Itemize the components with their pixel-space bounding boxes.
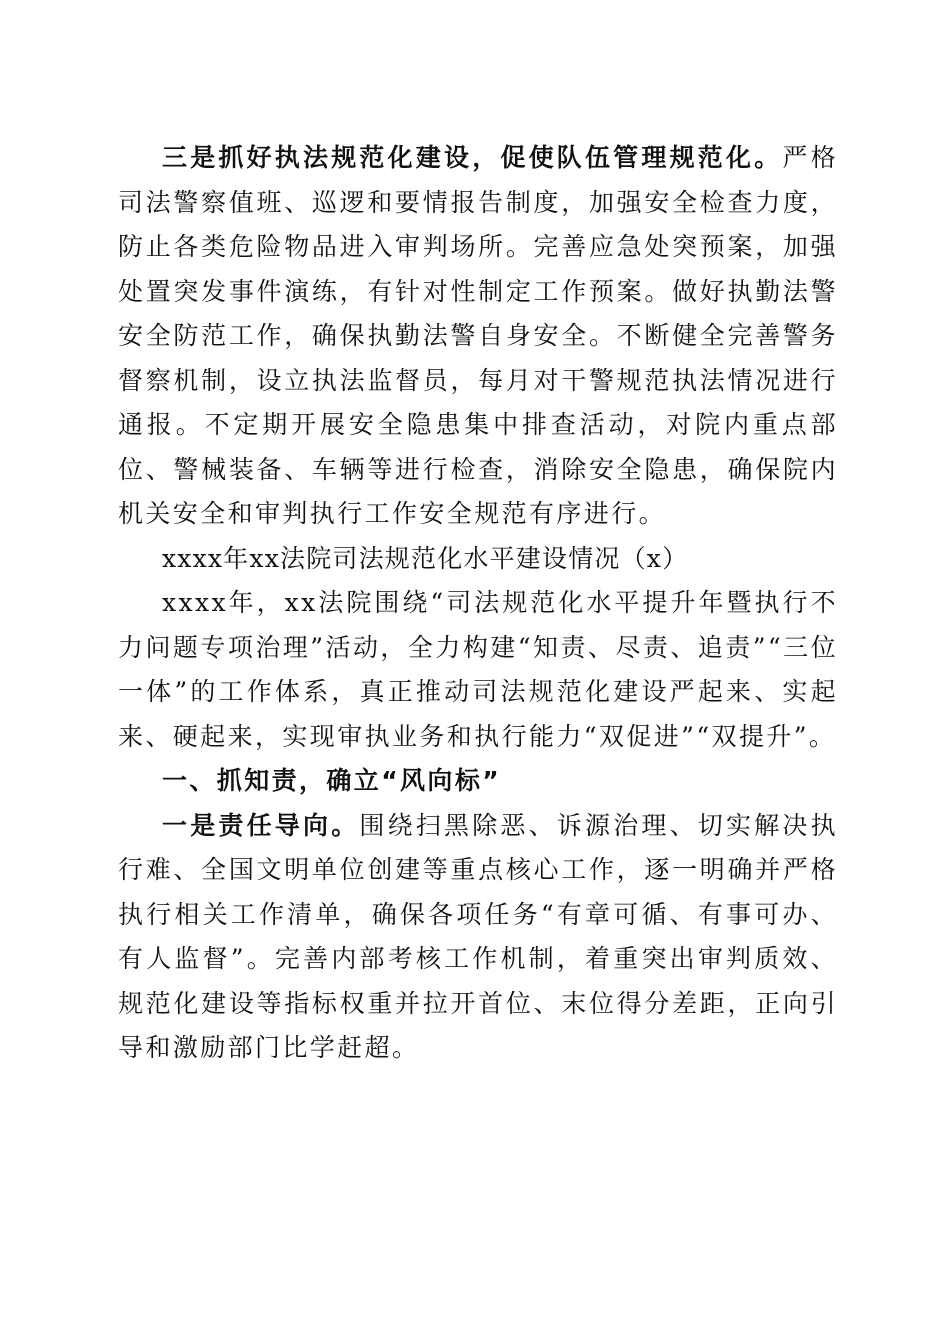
paragraph-body-text: 围绕扫黑除恶、诉源治理、切实解决执行难、全国文明单位创建等重点核心工作，逐一明确并严格执行相关工作清单，确保各项任务“有章可循、有事可办、有人监督”。完善内部考核工作机制，着重突出审判质效、规范化建设等指标权重并拉开首位、末位得分差距，正向引导和激励部门比学赶超。 <box>118 810 838 1062</box>
paragraph-lead-bold: 一是责任导向。 <box>162 810 360 840</box>
document-body <box>118 136 838 1071</box>
paragraph-overview: xxxx年，xx法院围绕“司法规范化水平提升年暨执行不力问题专项治理”活动，全力构建“知责、尽责、追责”“三位一体”的工作体系，真正推动司法规范化建设严起来、实起来、硬起来，实现审执业务和执行能力“双促进”“双提升”。 <box>118 588 838 751</box>
paragraph-responsibility <box>118 804 838 1071</box>
paragraph-discipline <box>118 136 838 537</box>
report-title-line: xxxx年xx法院司法规范化水平建设情况（x） <box>162 543 689 573</box>
paragraph-body-text: 严格司法警察值班、巡逻和要情报告制度，加强安全检查力度，防止各类危险物品进入审判场所。完善应急处突预案，加强处置突发事件演练，有针对性制定工作预案。做好执勤法警安全防范工作，确保执勤法警自身安全。不断健全完善警务督察机制，设立执法监督员，每月对干警规范执法情况进行通报。不定期开展安全隐患集中排查活动，对院内重点部位、警械装备、车辆等进行检查，消除安全隐患，确保院内机关安全和审判执行工作安全规范有序进行。 <box>118 143 838 528</box>
paragraph-lead-bold: 三是抓好执法规范化建设，促使队伍管理规范化。 <box>162 143 783 172</box>
section-heading: 一、抓知责，确立“风向标” <box>162 766 502 795</box>
